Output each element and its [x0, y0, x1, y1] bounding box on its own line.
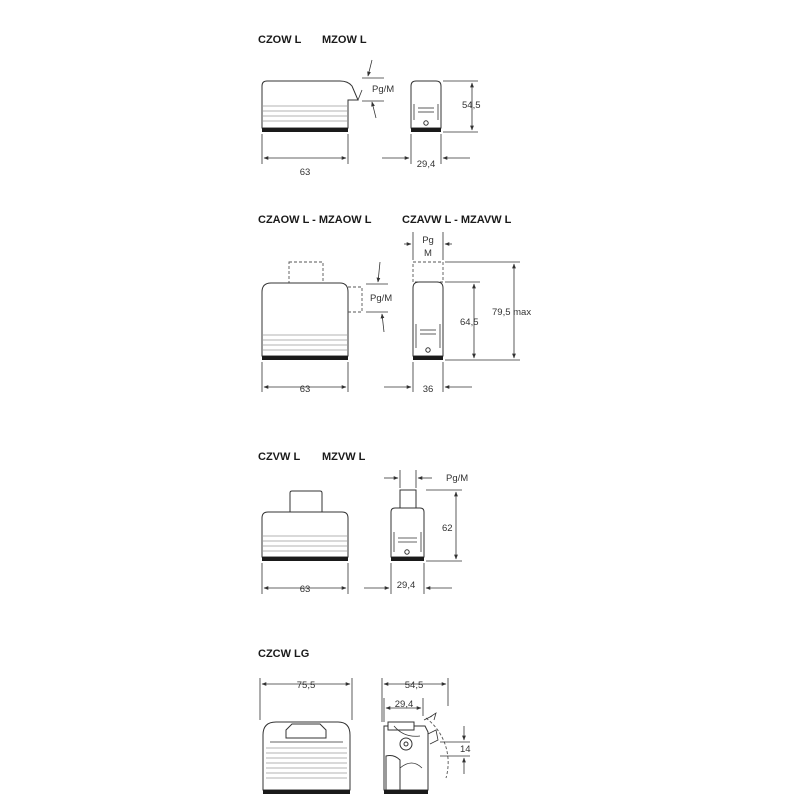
dimension-height-label: 64,5	[460, 317, 479, 328]
front-view	[262, 60, 394, 178]
dimension-entry-label: Pg/M	[370, 293, 393, 304]
dimension-height-label: 62	[442, 523, 453, 534]
dimension-entry-top-label-2: M	[424, 248, 432, 259]
dimension-width-label: 63	[299, 384, 311, 395]
dimension-width-label: 63	[299, 584, 311, 595]
section-title-primary: CZCW LG	[258, 648, 310, 660]
dimension-height-label: 54,5	[462, 100, 481, 111]
front-view	[262, 262, 392, 395]
dimension-width-label: 63	[299, 167, 311, 178]
dimension-depth-label: 54,5	[404, 680, 424, 691]
section-czcw	[258, 648, 471, 794]
dimension-small-label: 14	[460, 744, 471, 755]
section-title-primary: CZAOW L - MZAOW L	[258, 214, 372, 226]
section-czow	[258, 34, 481, 178]
dimension-entry-top-label: Pg	[422, 235, 434, 246]
dimension-depth-label: 29,4	[396, 580, 416, 591]
dimension-max-height-label: 79,5 max	[492, 307, 532, 318]
section-title-secondary: CZAVW L - MZAVW L	[402, 214, 512, 226]
section-title-primary: CZVW L	[258, 451, 301, 463]
section-title-secondary: MZOW L	[322, 34, 367, 46]
side-view	[364, 470, 468, 594]
dimension-entry-label: Pg/M	[372, 84, 395, 95]
dimension-width-label: 75,5	[296, 680, 316, 691]
side-view	[382, 81, 481, 170]
dimension-entry-label: Pg/M	[446, 473, 469, 484]
section-title-secondary: MZVW L	[322, 451, 366, 463]
section-czvw	[258, 451, 468, 595]
dimension-depth-label: 29,4	[416, 159, 436, 170]
side-view	[382, 678, 471, 794]
dimension-inner-label: 29,4	[394, 699, 414, 710]
section-title-primary: CZOW L	[258, 34, 302, 46]
dimension-depth-label: 36	[422, 384, 434, 395]
section-czaow	[258, 214, 531, 395]
front-view	[262, 491, 348, 595]
front-view	[260, 678, 352, 794]
side-view	[384, 232, 531, 395]
